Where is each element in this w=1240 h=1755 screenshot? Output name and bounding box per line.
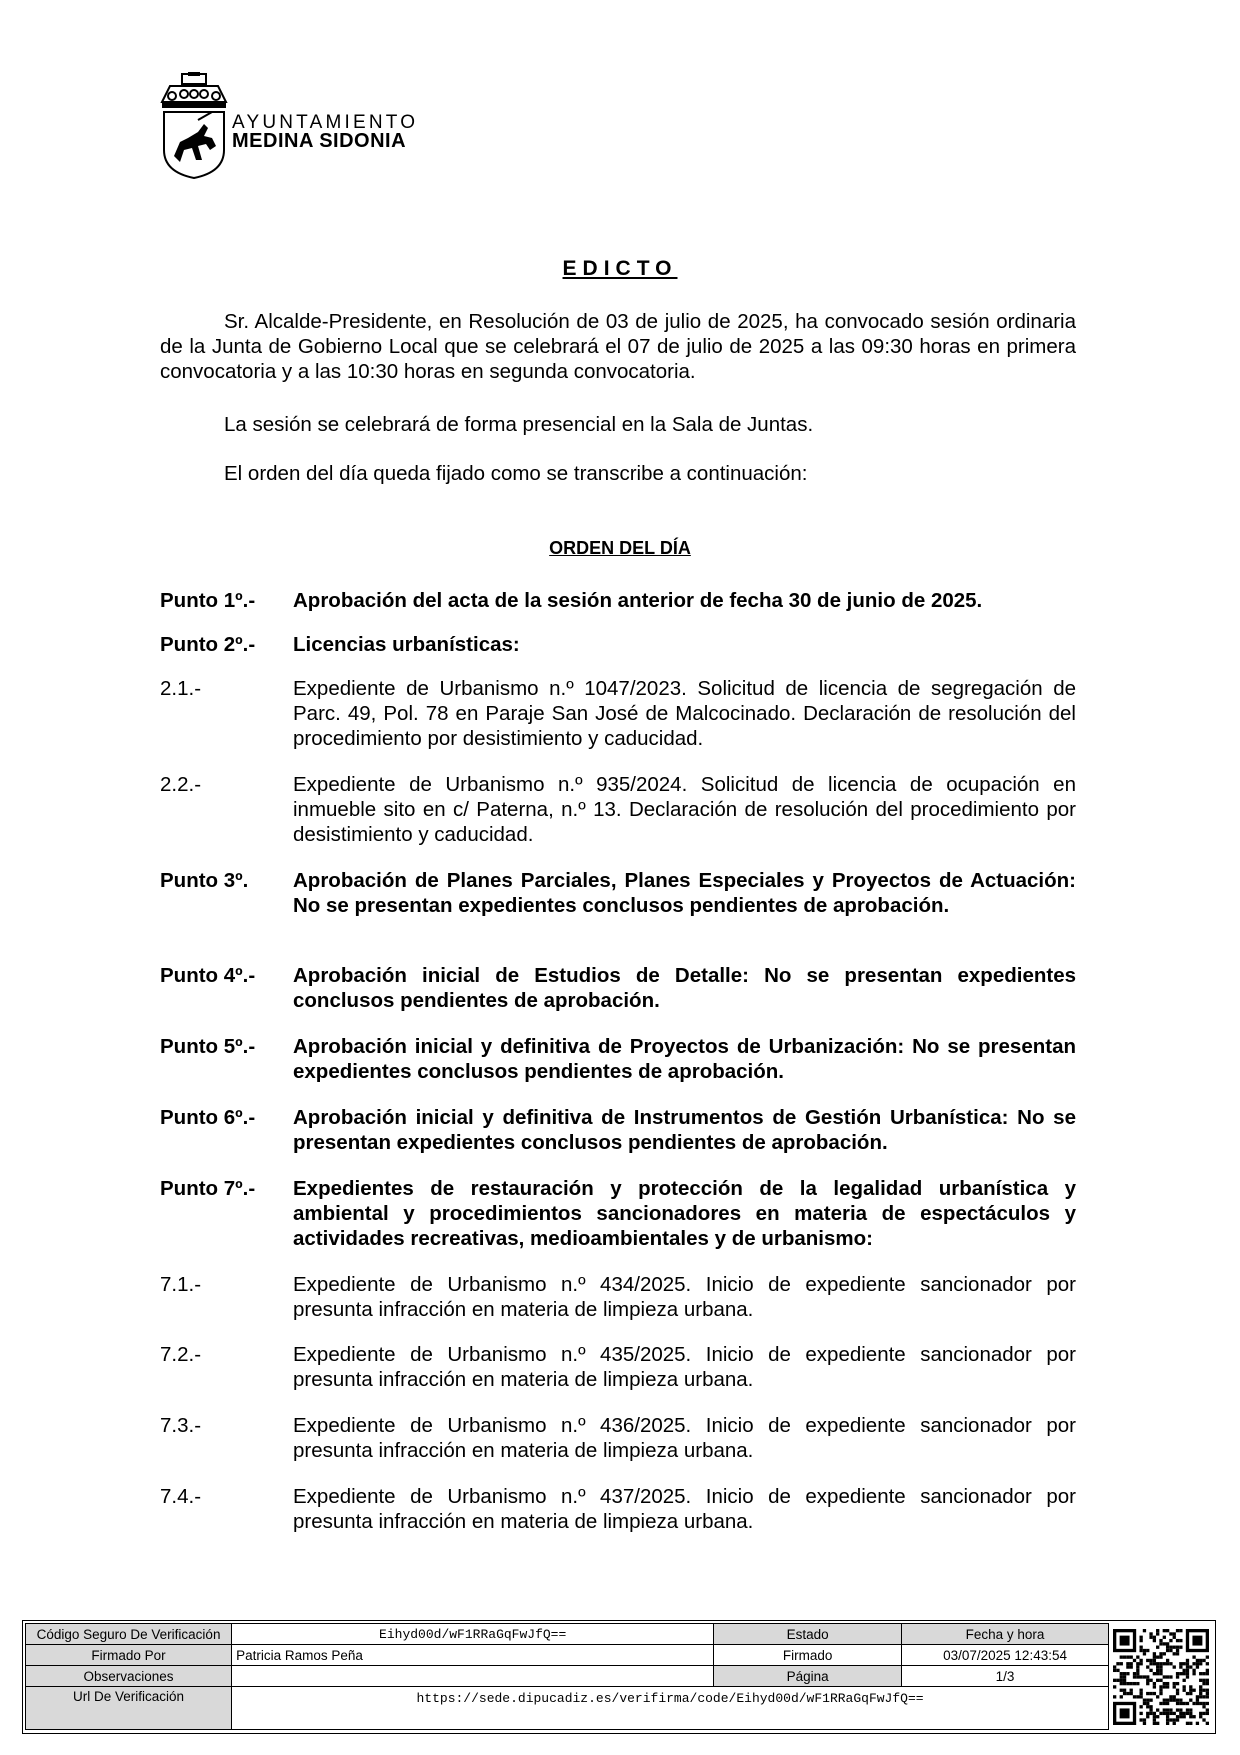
agenda-subitem bbox=[160, 1484, 1076, 1534]
pagina-value: 1/3 bbox=[902, 1666, 1109, 1687]
agenda-item-text: Expediente de Urbanismo n.º 434/2025. Inicio de expediente sancionador por presunta infracción en materia de limpieza urbana. bbox=[293, 1273, 1076, 1321]
session-location-paragraph: La sesión se celebrará de forma presencial en la Sala de Juntas. bbox=[224, 413, 814, 436]
pagina-label: Página bbox=[714, 1666, 902, 1687]
agenda-subitem bbox=[160, 1272, 1076, 1322]
agenda-item-text: Aprobación inicial y definitiva de Instrumentos de Gestión Urbanística: No se presentan expedientes conclusos pendientes de aprobación. bbox=[293, 1106, 1076, 1154]
agenda-item-label: 7.1.- bbox=[160, 1273, 202, 1296]
agenda-item-label: 2.1.- bbox=[160, 677, 202, 700]
agenda-item-label: Punto 4º.- bbox=[160, 964, 256, 987]
agenda-subitem bbox=[160, 1413, 1076, 1463]
agenda-item-text: Expediente de Urbanismo n.º 437/2025. Inicio de expediente sancionador por presunta infracción en materia de limpieza urbana. bbox=[293, 1485, 1076, 1533]
url-label: Url De Verificación bbox=[26, 1687, 232, 1730]
document-title: EDICTO bbox=[562, 257, 678, 280]
estado-label: Estado bbox=[714, 1624, 902, 1645]
agenda-item-text: Expediente de Urbanismo n.º 1047/2023. Solicitud de licencia de segregación de Parc. 49, Pol. 78 en Paraje San José de Malcocinado. Declaración de resolución del procedimiento por desistimiento y caducidad. bbox=[293, 677, 1076, 750]
coat-of-arms-icon bbox=[158, 72, 230, 180]
agenda-item-label: Punto 2º.- bbox=[160, 633, 256, 656]
url-value[interactable]: https://sede.dipucadiz.es/verifirma/code/Eihyd00d/wF1RRaGqFwJfQ== bbox=[232, 1687, 1109, 1730]
agenda-item bbox=[160, 588, 1076, 613]
agenda-item-label: Punto 7º.- bbox=[160, 1177, 256, 1200]
agenda-item-text: Licencias urbanísticas: bbox=[293, 633, 520, 656]
intro-paragraph: Sr. Alcalde-Presidente, en Resolución de 03 de julio de 2025, ha convocado sesión ordinaria de la Junta de Gobierno Local que se celebrará el 07 de julio de 2025 a las 09:30 horas en primera convocatoria y a las 10:30 horas en segunda convocatoria. bbox=[160, 310, 1076, 383]
agenda-item bbox=[160, 868, 1076, 918]
agenda-item-text: Aprobación de Planes Parciales, Planes Especiales y Proyectos de Actuación: No se presentan expedientes conclusos pendientes de aprobación. bbox=[293, 869, 1076, 917]
agenda-item bbox=[160, 1176, 1076, 1251]
observaciones-label: Observaciones bbox=[26, 1666, 232, 1687]
agenda-item-label: 7.2.- bbox=[160, 1343, 202, 1366]
agenda-item bbox=[160, 963, 1076, 1013]
agenda-subitem bbox=[160, 1342, 1076, 1392]
agenda-item-label: 7.3.- bbox=[160, 1414, 202, 1437]
csv-label: Código Seguro De Verificación bbox=[26, 1624, 232, 1645]
qr-code-icon bbox=[1113, 1629, 1209, 1725]
agenda-item-text: Aprobación inicial y definitiva de Proyectos de Urbanización: No se presentan expedientes conclusos pendientes de aprobación. bbox=[293, 1035, 1076, 1083]
agenda-intro-paragraph: El orden del día queda fijado como se transcribe a continuación: bbox=[224, 462, 808, 485]
agenda-item-text: Expediente de Urbanismo n.º 435/2025. Inicio de expediente sancionador por presunta infracción en materia de limpieza urbana. bbox=[293, 1343, 1076, 1391]
agenda-item-text: Expediente de Urbanismo n.º 935/2024. Solicitud de licencia de ocupación en inmueble sito en c/ Paterna, n.º 13. Declaración de resolución del procedimiento por desistimiento y caducidad. bbox=[293, 773, 1076, 846]
agenda-item-text: Aprobación del acta de la sesión anterior de fecha 30 de junio de 2025. bbox=[293, 589, 983, 612]
agenda-subitem bbox=[160, 772, 1076, 847]
agenda-item-label: Punto 1º.- bbox=[160, 589, 256, 612]
agenda-item-text: Expediente de Urbanismo n.º 436/2025. Inicio de expediente sancionador por presunta infracción en materia de limpieza urbana. bbox=[293, 1414, 1076, 1462]
observaciones-value bbox=[232, 1666, 714, 1687]
fecha-value: 03/07/2025 12:43:54 bbox=[902, 1645, 1109, 1666]
logo-text-ayuntamiento: AYUNTAMIENTO bbox=[232, 112, 419, 133]
agenda-item-text: Aprobación inicial de Estudios de Detalle: No se presentan expedientes conclusos pendientes de aprobación. bbox=[293, 964, 1076, 1012]
agenda-item-text: Expedientes de restauración y protección de la legalidad urbanística y ambiental y procedimientos sancionadores en materia de espectáculos y actividades recreativas, medioambientales y de urbanismo: bbox=[293, 1177, 1076, 1250]
agenda-title: ORDEN DEL DÍA bbox=[549, 538, 691, 558]
agenda-item-label: Punto 5º.- bbox=[160, 1035, 256, 1058]
agenda-item-label: 2.2.- bbox=[160, 773, 202, 796]
agenda-item bbox=[160, 1105, 1076, 1155]
agenda-item-label: Punto 3º. bbox=[160, 869, 249, 892]
firmado-por-value: Patricia Ramos Peña bbox=[232, 1645, 714, 1666]
signature-footer bbox=[22, 1620, 1216, 1734]
logo-text-medina-sidonia: MEDINA SIDONIA bbox=[232, 130, 407, 152]
firmado-por-label: Firmado Por bbox=[26, 1645, 232, 1666]
fecha-label: Fecha y hora bbox=[902, 1624, 1109, 1645]
estado-value: Firmado bbox=[714, 1645, 902, 1666]
agenda-item bbox=[160, 632, 1076, 657]
csv-value: Eihyd00d/wF1RRaGqFwJfQ== bbox=[232, 1624, 714, 1645]
municipal-logo bbox=[158, 72, 458, 182]
agenda-item-label: Punto 6º.- bbox=[160, 1106, 256, 1129]
agenda-item bbox=[160, 1034, 1076, 1084]
agenda-item-label: 7.4.- bbox=[160, 1485, 202, 1508]
agenda-subitem bbox=[160, 676, 1076, 751]
signature-table bbox=[25, 1623, 1109, 1730]
